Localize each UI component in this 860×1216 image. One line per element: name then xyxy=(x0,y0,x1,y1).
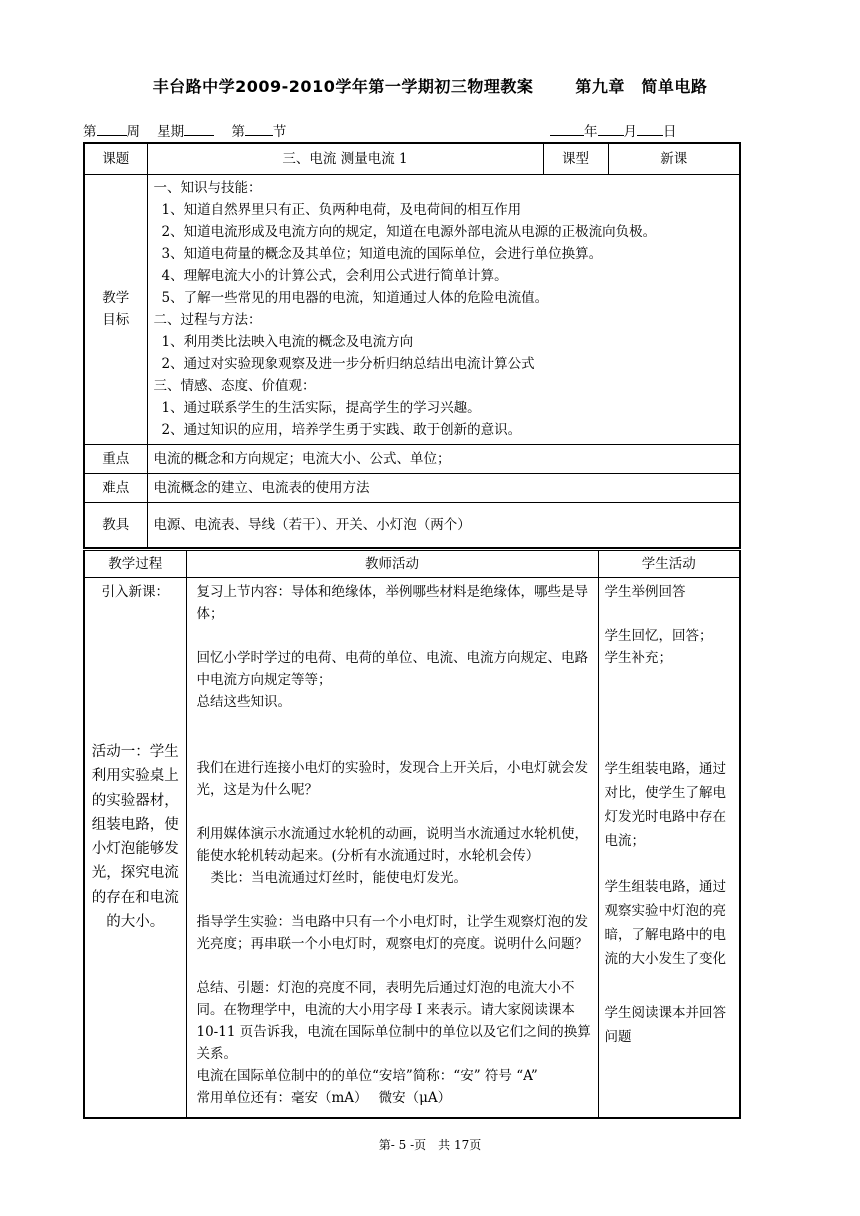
process-stages xyxy=(84,578,186,1118)
teacher-text: 回忆小学时学过的电荷、电荷的单位、电流、电流方向规定、电路中电流方向规定等等； xyxy=(196,650,588,688)
teacher-text: 利用媒体演示水流通过水轮机的动画，说明当水流通过水轮机使，能使水轮机转动起来。(分析有水流通过时，水轮机会传） xyxy=(196,826,588,864)
lesson-info-table xyxy=(83,142,741,549)
student-text: 学生组装电路，通过观察实验中灯泡的亮暗，了解电路中的电流的大小发生了变化 xyxy=(604,879,726,967)
week-line xyxy=(83,120,286,140)
process-header-row xyxy=(84,551,740,578)
stage-intro: 引入新课： xyxy=(101,584,169,600)
student-text: 学生举例回答 xyxy=(604,584,686,600)
goal-line: 三、情感、态度、价值观： xyxy=(153,377,316,394)
page-title xyxy=(0,74,860,97)
goal-line: 1、知道自然界里只有正、负两种电荷，及电荷间的相互作用 xyxy=(161,201,522,218)
teacher-text: 我们在进行连接小电灯的实验时，发现合上开关后，小电灯就会发光，这是为什么呢？ xyxy=(196,760,588,798)
week-suffix: 周 xyxy=(126,124,140,140)
topic-label: 课题 xyxy=(84,143,147,174)
date-line xyxy=(550,120,677,140)
difficulty-label: 难点 xyxy=(84,473,147,502)
goal-line: 3、知道电荷量的概念及其单位；知道电流的国际单位，会进行单位换算。 xyxy=(161,245,603,262)
goal-line: 2、通过对实验现象观察及进一步分析归纳总结出电流计算公式 xyxy=(161,355,535,372)
goal-line: 2、知道电流形成及电流方向的规定，知道在电源外部电流从电源的正极流向负极。 xyxy=(161,223,657,240)
chapter-text: 第九章 简单电路 xyxy=(575,77,708,96)
col-teacher-header: 教师活动 xyxy=(186,551,598,578)
goal-line: 1、利用类比法映入电流的概念及电流方向 xyxy=(161,333,414,350)
teacher-text: 常用单位还有：毫安（mA） 微安（μA） xyxy=(196,1090,452,1106)
teacher-text: 总结这些知识。 xyxy=(196,694,291,710)
weekday-label: 星期 xyxy=(157,124,185,140)
col-student-header: 学生活动 xyxy=(598,551,740,578)
goal-line: 4、理解电流大小的计算公式，会利用公式进行简单计算。 xyxy=(161,267,508,284)
goal-line: 二、过程与方法： xyxy=(153,311,262,328)
day-label: 日 xyxy=(663,124,677,140)
goals-content xyxy=(147,174,740,444)
teacher-text: 指导学生实验：当电路中只有一个小电灯时，让学生观察灯泡的发光亮度；再串联一个小电灯时，观察电灯的亮度。说明什么问题？ xyxy=(196,914,588,952)
topic-row xyxy=(84,143,740,174)
student-text: 学生组装电路，通过对比，使学生了解电灯发光时电路中存在电流； xyxy=(604,761,726,849)
teaching-process-table xyxy=(83,550,741,1119)
tools-label: 教具 xyxy=(84,502,147,548)
type-value: 新课 xyxy=(608,143,740,174)
topic-value: 三、电流 测量电流 1 xyxy=(147,143,543,174)
difficulty-value: 电流概念的建立、电流表的使用方法 xyxy=(147,473,740,502)
week-prefix: 第 xyxy=(83,124,97,140)
difficulty-row xyxy=(84,473,740,502)
goal-line: 一、知识与技能： xyxy=(153,179,262,196)
key-label: 重点 xyxy=(84,444,147,473)
teacher-text: 总结、引题：灯泡的亮度不同，表明先后通过灯泡的电流大小不同。在物理学中，电流的大小用字母 I 来表示。请大家阅读课本 10-11 页告诉我，电流在国际单位制中的单位以及它们之间的换算关系。 xyxy=(196,980,591,1062)
col-process-header: 教学过程 xyxy=(84,551,186,578)
goal-line: 2、通过知识的应用，培养学生勇于实践、敢于创新的意识。 xyxy=(161,421,522,438)
goal-line: 1、通过联系学生的生活实际，提高学生的学习兴趣。 xyxy=(161,399,481,416)
lesson-suffix: 节 xyxy=(272,124,287,140)
tools-row xyxy=(84,502,740,548)
student-text: 学生补充； xyxy=(604,650,672,666)
student-activities xyxy=(598,578,740,1118)
student-text: 学生阅读课本并回答问题 xyxy=(604,1005,726,1045)
teacher-text: 电流在国际单位制中的的单位“安培”简称：“安” 符号 “A” xyxy=(196,1068,538,1084)
process-body-row xyxy=(84,578,740,1118)
type-label: 课型 xyxy=(543,143,608,174)
key-value: 电流的概念和方向规定；电流大小、公式、单位； xyxy=(147,444,740,473)
lesson-prefix: 第 xyxy=(231,124,245,140)
goals-label xyxy=(84,174,147,444)
goals-row xyxy=(84,174,740,444)
student-text: 学生回忆，回答； xyxy=(604,628,713,644)
teacher-text: 复习上节内容：导体和绝缘体，举例哪些材料是绝缘体，哪些是导体； xyxy=(196,584,588,622)
page-number: 第- 5 -页 共 17页 xyxy=(378,1138,482,1152)
title-text: 丰台路中学2009-2010学年第一学期初三物理教案 xyxy=(152,77,534,96)
teacher-text: 类比：当电流通过灯丝时，能使电灯发光。 xyxy=(210,870,467,886)
goals-label-line-1: 教学 xyxy=(102,290,130,306)
month-label: 月 xyxy=(623,124,637,140)
teacher-activities xyxy=(186,578,598,1118)
stage-activity: 活动一：学生利用实验桌上的实验器材，组装电路，使小灯泡能够发光，探究电流的存在和电流的大小。 xyxy=(91,744,179,931)
goal-line: 5、了解一些常见的用电器的电流，知道通过人体的危险电流值。 xyxy=(161,289,549,306)
goals-label-line-2: 目标 xyxy=(102,312,130,328)
year-label: 年 xyxy=(584,124,598,140)
key-row xyxy=(84,444,740,473)
tools-value: 电源、电流表、导线（若干）、开关、小灯泡（两个） xyxy=(147,502,740,548)
